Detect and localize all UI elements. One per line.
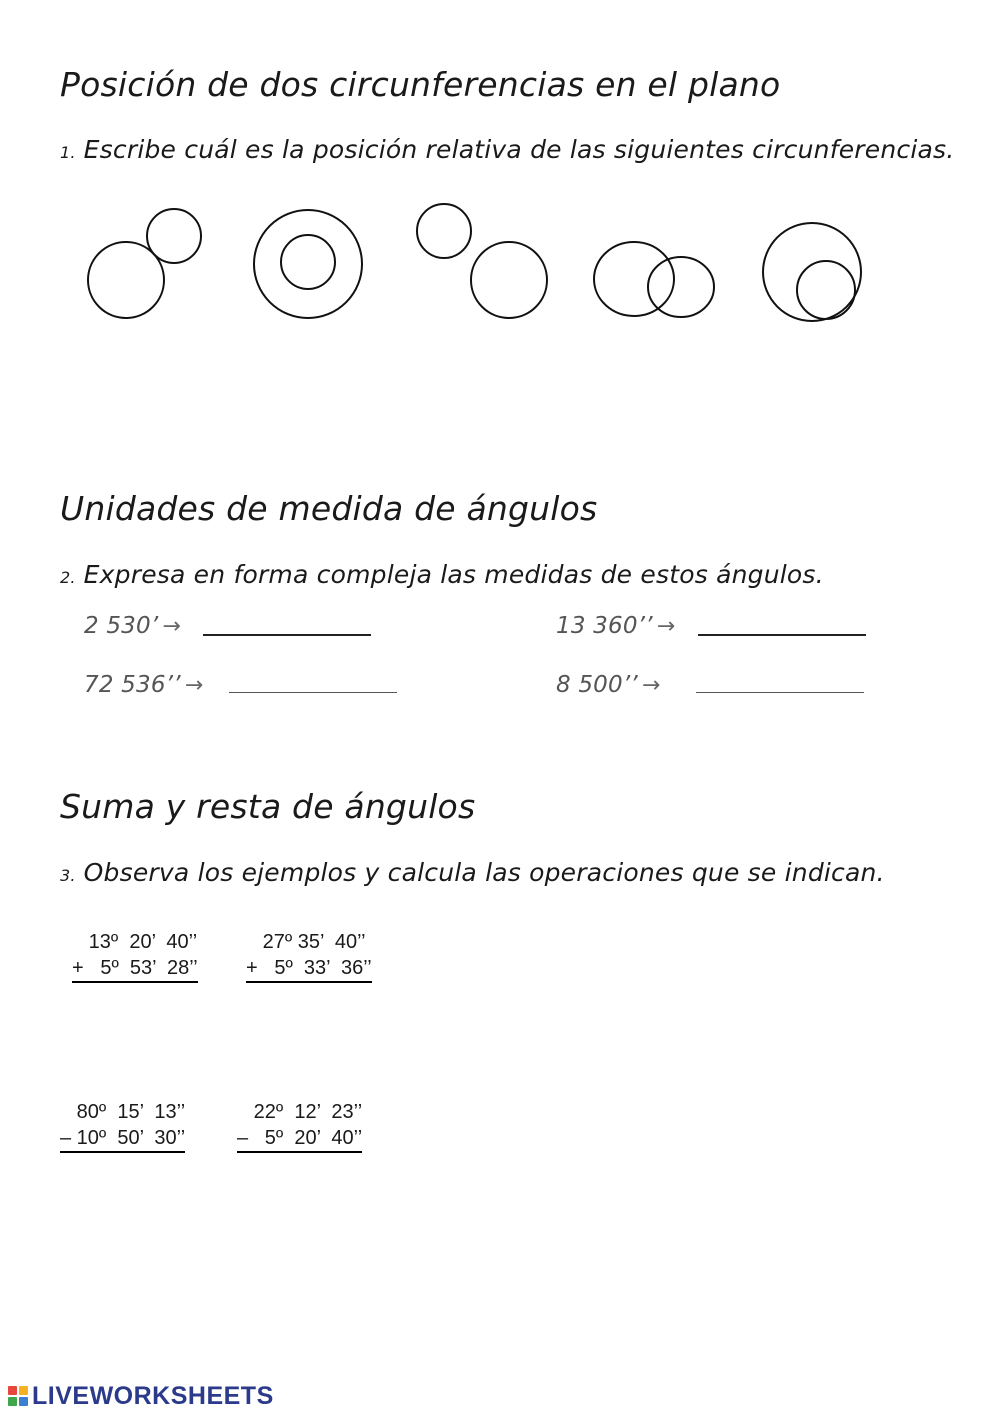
operation-top: 27º 35’ 40’’ xyxy=(246,931,366,953)
circle xyxy=(763,223,861,321)
logo-square xyxy=(19,1397,28,1406)
instruction-number: 1. xyxy=(60,143,76,162)
logo-text: LIVEWORKSHEETS xyxy=(32,1381,274,1410)
operation-bottom: – 5º 20’ 40’’ xyxy=(237,1125,362,1153)
circle xyxy=(417,204,471,258)
arrow-right-icon: → xyxy=(641,673,661,698)
section3-instruction xyxy=(60,860,885,885)
logo-square xyxy=(19,1386,28,1395)
section1-instruction xyxy=(60,137,954,162)
instruction-text: Expresa en forma compleja las medidas de estos ángulos. xyxy=(83,560,824,589)
operation-4 xyxy=(237,1099,362,1153)
circles-figure xyxy=(0,185,1000,335)
circle-pair-4 xyxy=(594,242,714,317)
operation-2 xyxy=(246,929,372,983)
circle xyxy=(471,242,547,318)
instruction-text: Observa los ejemplos y calcula las operaciones que se indican. xyxy=(83,858,885,887)
circle xyxy=(648,257,714,317)
logo-square xyxy=(8,1386,17,1395)
section3-title: Suma y resta de ángulos xyxy=(60,787,476,826)
answer-field-1[interactable] xyxy=(203,634,371,636)
circle xyxy=(147,209,201,263)
operation-bottom: + 5º 33’ 36’’ xyxy=(246,955,372,983)
angle-value: 2 530’ xyxy=(84,613,159,639)
arrow-right-icon: → xyxy=(184,673,204,698)
liveworksheets-logo[interactable] xyxy=(8,1383,274,1409)
logo-squares-icon xyxy=(8,1386,28,1406)
circle xyxy=(594,242,674,316)
circle-pair-5 xyxy=(763,223,861,321)
section2-instruction xyxy=(60,562,824,587)
circle xyxy=(254,210,362,318)
angle-value: 8 500’’ xyxy=(556,672,638,698)
answer-field-2[interactable] xyxy=(698,634,866,636)
operation-top: 80º 15’ 13’’ xyxy=(60,1101,186,1123)
circle-pair-2 xyxy=(254,210,362,318)
operation-bottom: + 5º 53’ 28’’ xyxy=(72,955,198,983)
section1-title: Posición de dos circunferencias en el plano xyxy=(60,65,781,104)
circle-pair-3 xyxy=(417,204,547,318)
instruction-text: Escribe cuál es la posición relativa de las siguientes circunferencias. xyxy=(83,135,955,164)
conversion-item-3 xyxy=(84,674,203,697)
operation-3 xyxy=(60,1099,185,1153)
operation-top: 13º 20’ 40’’ xyxy=(72,931,198,953)
instruction-number: 3. xyxy=(60,866,76,885)
arrow-right-icon: → xyxy=(162,614,181,639)
angle-value: 72 536’’ xyxy=(84,672,181,698)
instruction-number: 2. xyxy=(60,568,76,587)
conversion-item-2 xyxy=(556,615,675,638)
circle-pair-1 xyxy=(88,209,201,318)
conversion-item-4 xyxy=(556,674,661,697)
conversion-item-1 xyxy=(84,615,181,638)
operation-bottom: – 10º 50’ 30’’ xyxy=(60,1125,185,1153)
circle xyxy=(797,261,855,319)
circle xyxy=(281,235,335,289)
answer-field-3[interactable] xyxy=(229,692,397,693)
operation-top: 22º 12’ 23’’ xyxy=(237,1101,363,1123)
operation-1 xyxy=(72,929,198,983)
answer-field-4[interactable] xyxy=(696,692,864,693)
arrow-right-icon: → xyxy=(656,614,676,639)
section2-title: Unidades de medida de ángulos xyxy=(60,489,598,528)
angle-value: 13 360’’ xyxy=(556,613,653,639)
logo-square xyxy=(8,1397,17,1406)
